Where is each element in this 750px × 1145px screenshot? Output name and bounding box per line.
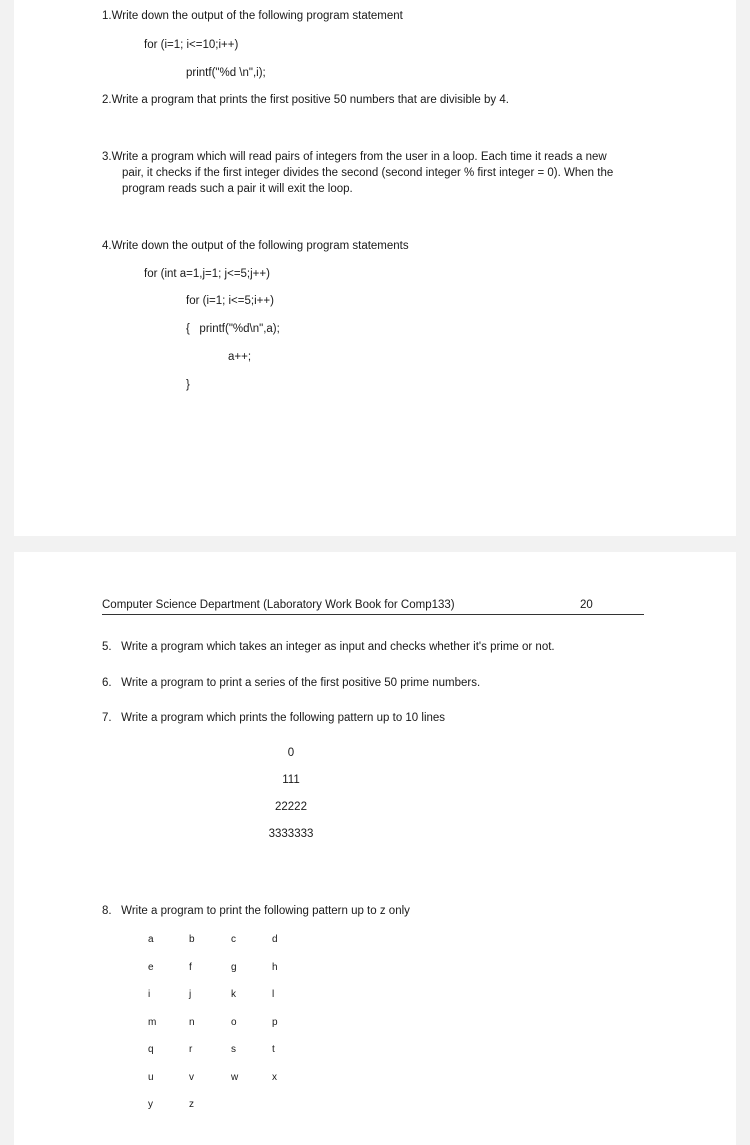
pattern-letter: g <box>231 962 237 973</box>
question-3-line-1: 3.Write a program which will read pairs of integers from the user in a loop. Each time it reads a new <box>102 151 607 163</box>
pattern-letter: w <box>231 1072 239 1083</box>
pattern-letter: j <box>189 989 192 1000</box>
worksheet-page-2 <box>14 552 736 1145</box>
q4-code-line-4: a++; <box>228 351 252 363</box>
header-divider <box>102 614 644 615</box>
q4-code-line-3: { printf("%d\n",a); <box>186 323 280 335</box>
pattern-letter: b <box>189 934 195 945</box>
question-1: 1.Write down the output of the following program statement <box>102 10 403 22</box>
pattern-line: 22222 <box>275 801 307 813</box>
question-3-line-2: pair, it checks if the first integer divides the second (second integer % first integer = 0). When the <box>122 167 614 179</box>
pattern-letter: d <box>272 934 278 945</box>
pattern-letter: y <box>148 1099 153 1110</box>
pattern-line: 111 <box>282 774 300 786</box>
question-5: 5. Write a program which takes an integer as input and checks whether it's prime or not. <box>102 641 555 653</box>
q1-code-line-2: printf("%d \n",i); <box>186 67 266 79</box>
pattern-letter: r <box>189 1044 193 1055</box>
pattern-letter: o <box>231 1017 237 1028</box>
pattern-line: 3333333 <box>268 828 314 840</box>
pattern-letter: f <box>189 962 192 973</box>
pattern-letter: k <box>231 989 236 1000</box>
pattern-letter: v <box>189 1072 194 1083</box>
pattern-letter: l <box>272 989 275 1000</box>
page-number: 20 <box>580 599 593 611</box>
pattern-letter: m <box>148 1017 157 1028</box>
pattern-letter: c <box>231 934 236 945</box>
q4-code-line-2: for (i=1; i<=5;i++) <box>186 295 274 307</box>
page-header-title: Computer Science Department (Laboratory Work Book for Comp133) <box>102 599 455 611</box>
pattern-letter: e <box>148 962 154 973</box>
q4-code-line-5: } <box>186 379 190 391</box>
worksheet-page-1 <box>14 0 736 536</box>
question-4: 4.Write down the output of the following program statements <box>102 240 409 252</box>
pattern-line: 0 <box>287 747 295 759</box>
pattern-letter: z <box>189 1099 194 1110</box>
pattern-letter: q <box>148 1044 154 1055</box>
pattern-letter: p <box>272 1017 278 1028</box>
pattern-letter: t <box>272 1044 275 1055</box>
pattern-letter: a <box>148 934 154 945</box>
question-3-line-3: program reads such a pair it will exit the loop. <box>122 183 353 195</box>
q4-code-line-1: for (int a=1,j=1; j<=5;j++) <box>144 268 270 280</box>
question-2: 2.Write a program that prints the first positive 50 numbers that are divisible by 4. <box>102 94 509 106</box>
pattern-letter: i <box>148 989 151 1000</box>
pattern-letter: x <box>272 1072 277 1083</box>
question-7: 7. Write a program which prints the following pattern up to 10 lines <box>102 712 446 724</box>
question-8: 8. Write a program to print the following pattern up to z only <box>102 905 410 917</box>
pattern-letter: s <box>231 1044 236 1055</box>
pattern-letter: u <box>148 1072 154 1083</box>
pattern-letter: h <box>272 962 278 973</box>
pattern-letter: n <box>189 1017 195 1028</box>
question-6: 6. Write a program to print a series of the first positive 50 prime numbers. <box>102 677 481 689</box>
q1-code-line-1: for (i=1; i<=10;i++) <box>144 39 239 51</box>
